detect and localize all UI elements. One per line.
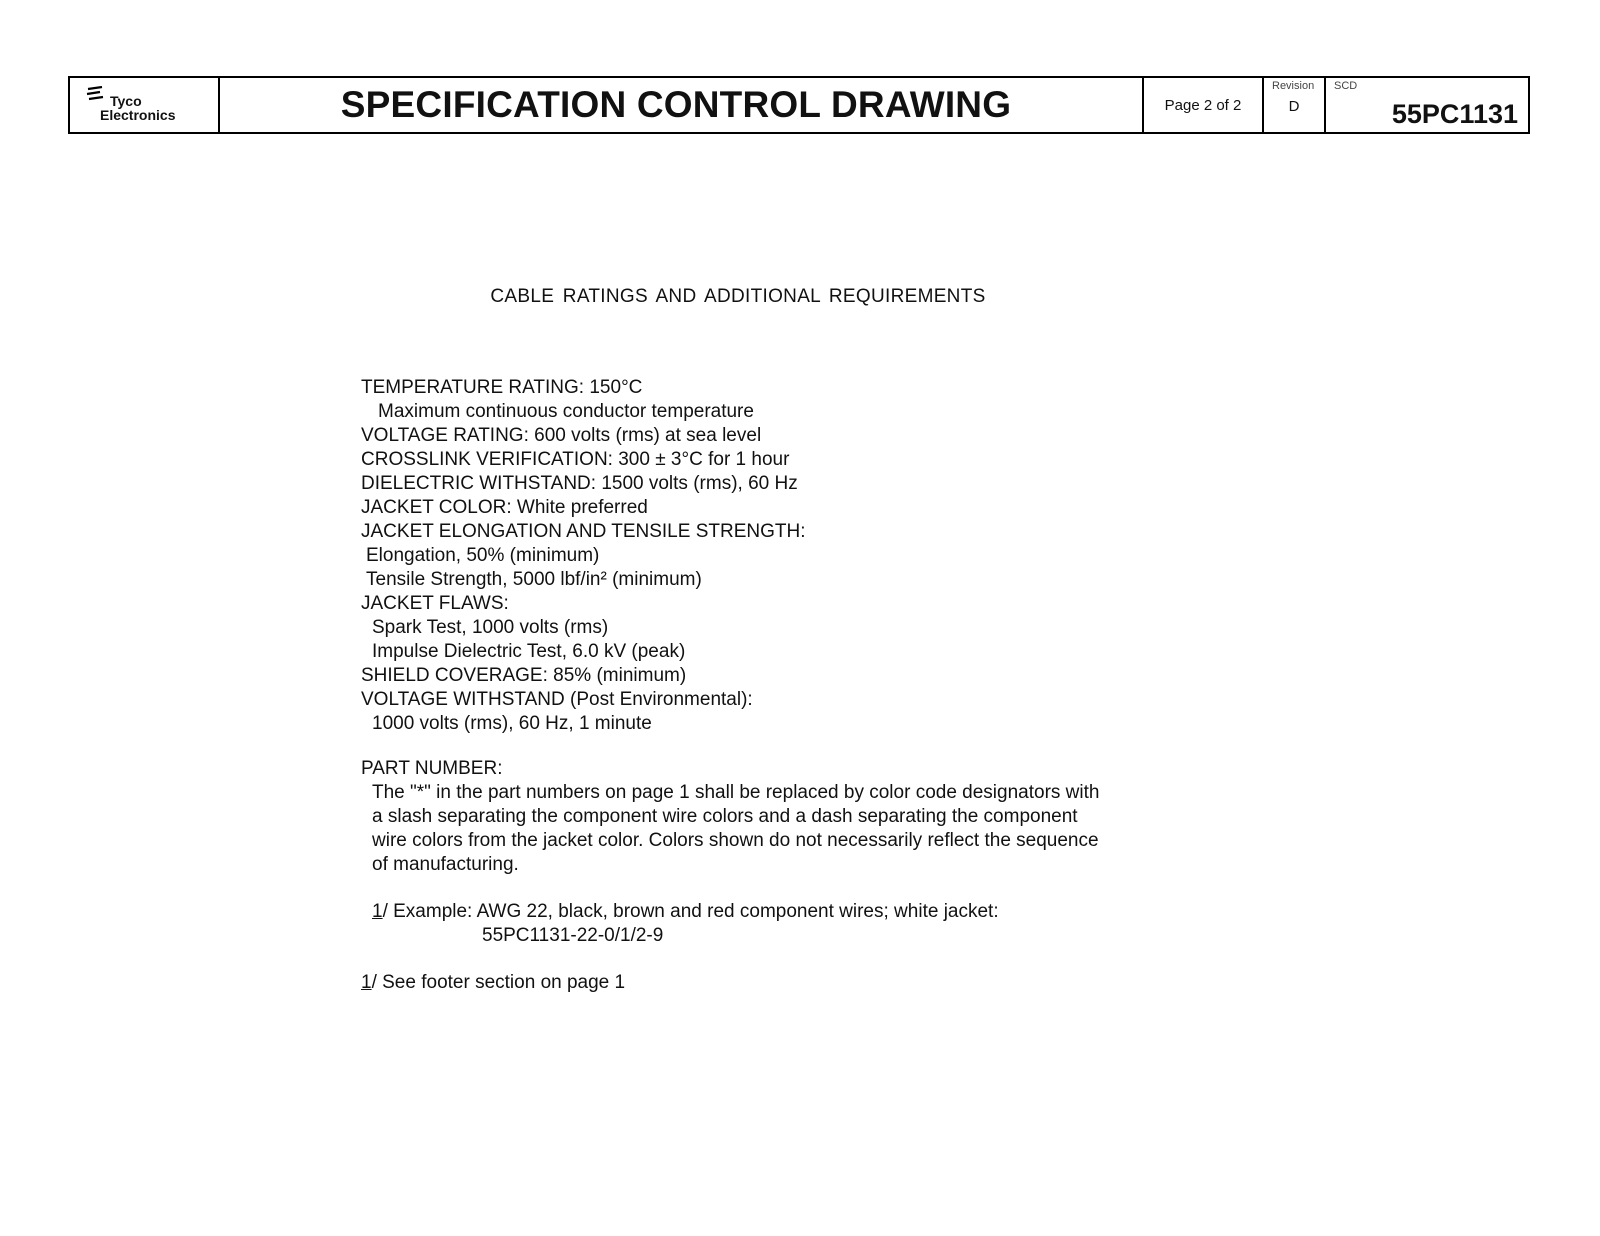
spec-jacket-flaws: JACKET FLAWS: bbox=[361, 593, 509, 614]
spec-temperature-rating: TEMPERATURE RATING: 150°C bbox=[361, 377, 643, 398]
logo-line-tyco: Tyco bbox=[110, 93, 142, 109]
scd-cell bbox=[1326, 78, 1528, 132]
scd-label: SCD bbox=[1334, 80, 1358, 92]
part-number-heading: PART NUMBER: bbox=[361, 758, 503, 779]
spec-tensile-strength: Tensile Strength, 5000 lbf/in² (minimum) bbox=[366, 569, 702, 590]
spec-voltage-withstand: VOLTAGE WITHSTAND (Post Environmental): bbox=[361, 689, 753, 710]
logo-line-electronics: Electronics bbox=[100, 107, 176, 123]
example-line bbox=[372, 900, 999, 924]
footer-note-text: / See footer section on page 1 bbox=[371, 972, 626, 993]
spec-crosslink-verification: CROSSLINK VERIFICATION: 300 ± 3°C for 1 hour bbox=[361, 449, 790, 470]
spec-list bbox=[361, 376, 1161, 736]
spec-impulse-dielectric-test: Impulse Dielectric Test, 6.0 kV (peak) bbox=[372, 641, 686, 662]
scd-number: 55PC1131 bbox=[1391, 99, 1518, 129]
spec-voltage-withstand-value: 1000 volts (rms), 60 Hz, 1 minute bbox=[372, 713, 652, 734]
example-text: / Example: AWG 22, black, brown and red component wires; white jacket: bbox=[382, 901, 999, 922]
spec-voltage-rating: VOLTAGE RATING: 600 volts (rms) at sea level bbox=[361, 425, 762, 446]
part-number-desc-line: a slash separating the component wire colors and a dash separating the component bbox=[372, 806, 1078, 827]
title-block bbox=[68, 76, 1530, 134]
part-number-description bbox=[361, 781, 1161, 877]
spec-spark-test: Spark Test, 1000 volts (rms) bbox=[372, 617, 609, 638]
part-number-desc-line: wire colors from the jacket color. Colors shown do not necessarily reflect the sequence bbox=[372, 830, 1099, 851]
spec-dielectric-withstand: DIELECTRIC WITHSTAND: 1500 volts (rms), 60 Hz bbox=[361, 473, 798, 494]
footer-note bbox=[361, 971, 625, 995]
drawing-title: SPECIFICATION CONTROL DRAWING bbox=[340, 84, 1012, 125]
part-number-desc-line: The "*" in the part numbers on page 1 shall be replaced by color code designators with bbox=[372, 782, 1100, 803]
revision-value: D bbox=[1288, 98, 1300, 115]
part-number-section bbox=[361, 757, 1161, 877]
spec-elongation: Elongation, 50% (minimum) bbox=[366, 545, 600, 566]
example-part-number: 55PC1131-22-0/1/2-9 bbox=[482, 925, 664, 946]
logo-wordmark bbox=[86, 94, 175, 122]
revision-label: Revision bbox=[1272, 80, 1315, 92]
section-heading: CABLE RATINGS AND ADDITIONAL REQUIREMENTS bbox=[490, 286, 986, 307]
footer-note-ref: 1 bbox=[361, 972, 372, 993]
spec-jacket-color: JACKET COLOR: White preferred bbox=[361, 497, 648, 518]
part-number-example bbox=[372, 900, 999, 948]
spec-shield-coverage: SHIELD COVERAGE: 85% (minimum) bbox=[361, 665, 687, 686]
part-number-desc-line: of manufacturing. bbox=[372, 854, 519, 875]
example-footnote-ref: 1 bbox=[372, 901, 383, 922]
spec-jacket-elongation-tensile: JACKET ELONGATION AND TENSILE STRENGTH: bbox=[361, 521, 806, 542]
page-indicator: Page 2 of 2 bbox=[1164, 96, 1242, 114]
page-indicator-cell bbox=[1144, 78, 1264, 132]
company-logo bbox=[70, 78, 220, 132]
drawing-title-cell bbox=[220, 78, 1144, 132]
spec-temperature-note: Maximum continuous conductor temperature bbox=[378, 401, 754, 422]
revision-cell bbox=[1264, 78, 1326, 132]
